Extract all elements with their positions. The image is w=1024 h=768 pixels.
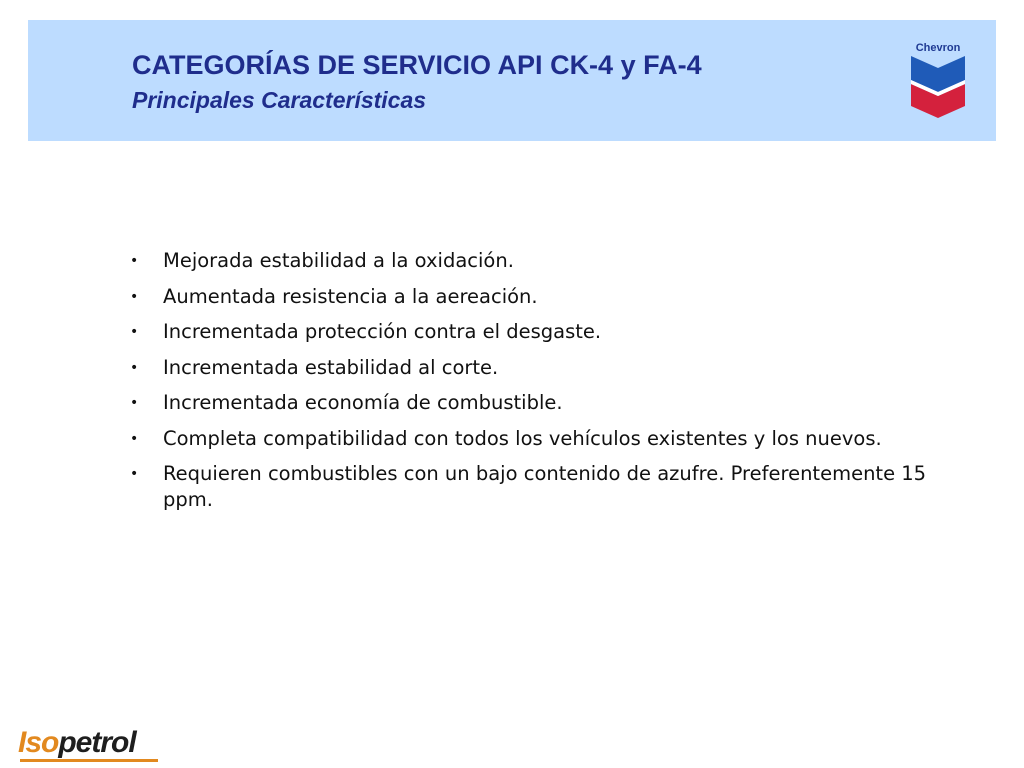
slide-subtitle: Principales Características [132, 87, 427, 113]
bullet-dot: • [130, 430, 139, 447]
list-item-text: Requieren combustibles con un bajo contenido de azufre. Preferentemente 15 ppm. [163, 462, 927, 511]
list-item-text: Completa compatibilidad con todos los vehículos existentes y los nuevos. [163, 426, 882, 450]
bullet-dot: • [130, 324, 139, 340]
list-item-text: Incrementada estabilidad al corte. [163, 355, 499, 379]
list-item [130, 426, 930, 452]
chevron-logo [906, 42, 986, 122]
bullet-dot: • [130, 395, 139, 411]
list-item [130, 390, 930, 416]
bullet-dot: • [130, 359, 139, 376]
characteristics-list [130, 248, 930, 523]
list-item-text: Incrementada economía de combustible. [163, 391, 563, 414]
isopetrol-underline [20, 759, 158, 762]
list-item [130, 319, 930, 345]
isopetrol-logo-petrol: petrol [58, 726, 136, 759]
isopetrol-logo [18, 726, 136, 766]
chevron-emblem-icon [911, 56, 965, 118]
list-item [130, 355, 930, 381]
list-item [130, 461, 930, 513]
bullet-dot: • [130, 288, 139, 305]
header-band [28, 20, 996, 141]
bullet-dot: • [130, 466, 139, 482]
chevron-logo-word: Chevron [915, 42, 961, 54]
slide-title: CATEGORÍAS DE SERVICIO API CK-4 y FA-4 [132, 50, 702, 80]
list-item [130, 248, 930, 274]
bullet-dot: • [130, 253, 139, 269]
list-item [130, 284, 930, 310]
isopetrol-logo-iso: Iso [18, 726, 59, 759]
list-item-text: Incrementada protección contra el desgaste. [163, 320, 602, 343]
list-item-text: Mejorada estabilidad a la oxidación. [163, 249, 514, 272]
list-item-text: Aumentada resistencia a la aereación. [163, 284, 538, 308]
